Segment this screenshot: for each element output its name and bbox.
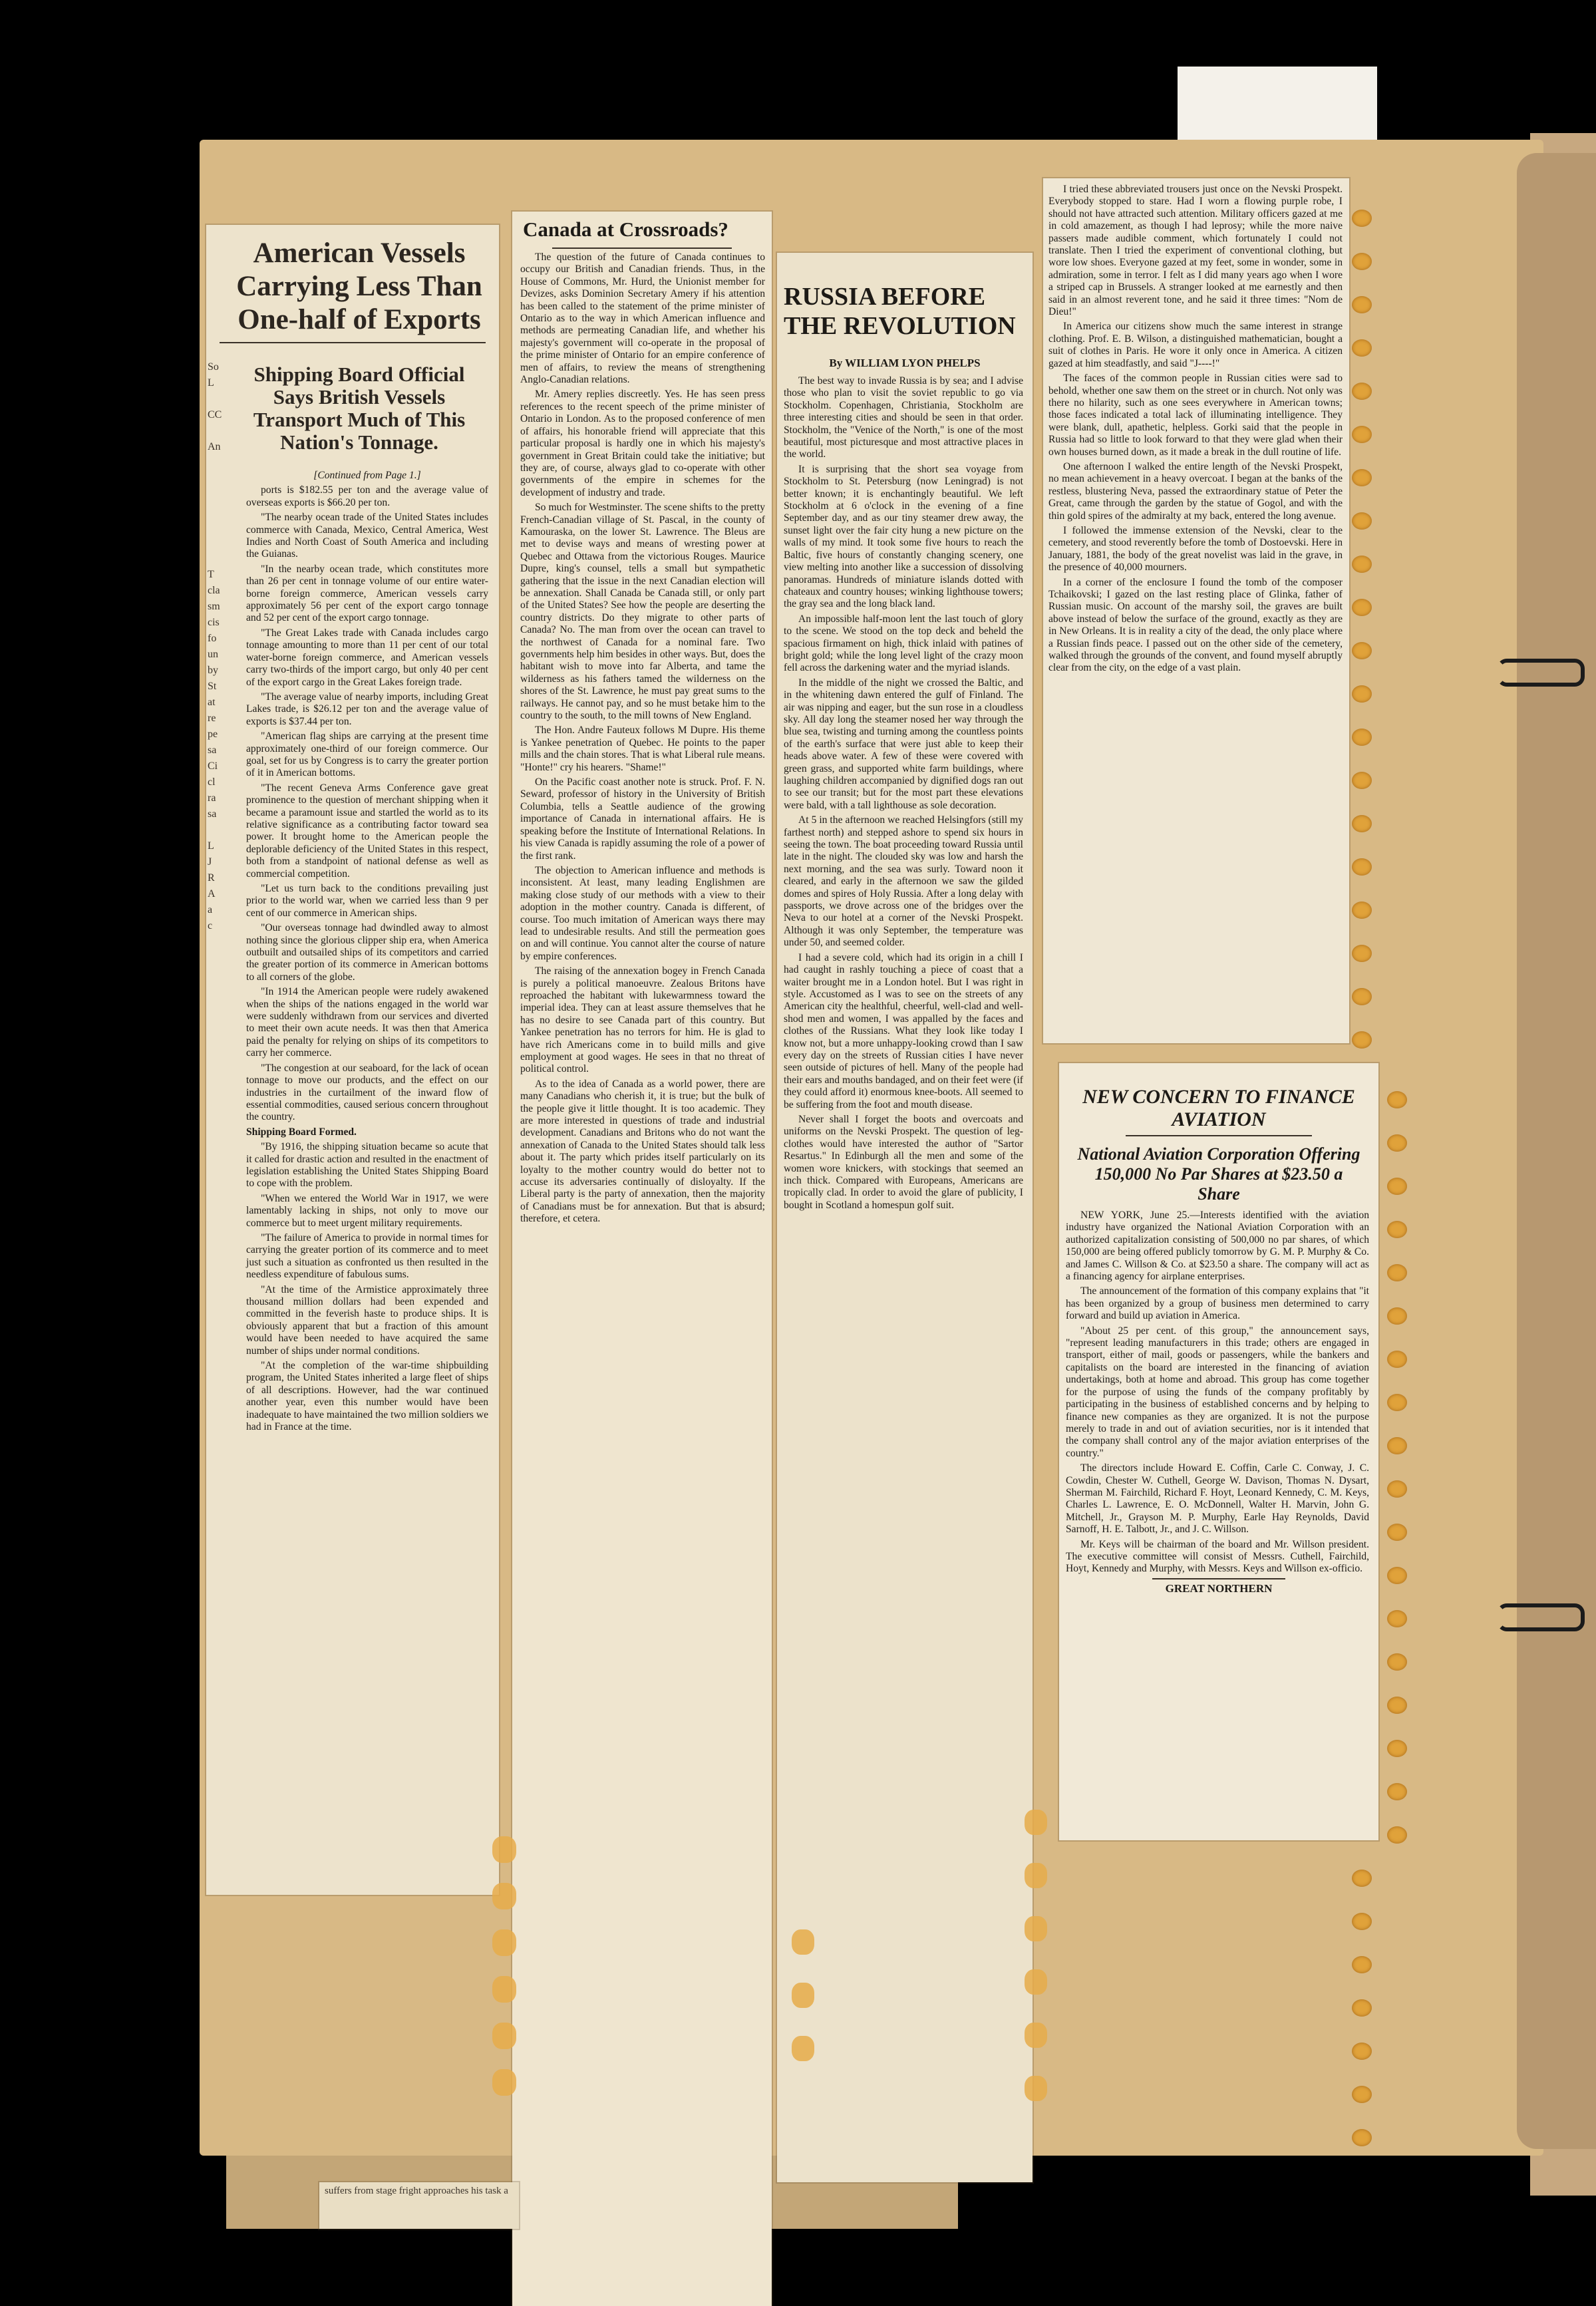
paragraph: NEW YORK, June 25.—Interests identified with the aviation industry have organized the National Aviation Corporation with an authorized capitalization consisting of 500,000 no par shares, of which 150,000 are being offered publicly tomorrow by G. M. P. Murphy & Co. and James C. Willson & Co. at $23.50 a share. The company will act as a financing agency for airplane enterprises.: [1066, 1210, 1369, 1283]
paragraph: The faces of the common people in Russian cities were sad to behold, whether one saw them on the street or in church. Not only was there no hilarity, such as one sees everywhere in American towns; those faces indicated a total lack of illuminating intelligence. They were blank, dull, apathetic, helpless. Gorki said that the people in Russia had so little to look forward to that they were glad when their own houses burned down, as it made a break in the dull routine of life.: [1048, 373, 1343, 458]
binder-hole: [1352, 685, 1372, 703]
paragraph: It is surprising that the short sea voyage from Stockholm to St. Petersburg (now Leningrad) is not better known; it is enchantingly beautiful. We left Stockholm at 6 o'clock in the evening of a fine September day, and as our tiny steamer drew away, the sunset light over the fair city hung a new picture on the walls of my mind. It took some five hours to reach the Baltic, five hours of constantly changing scenery, one view melting into another like a succession of dissolving panoramas. Hundreds of miniature islands dotted with chateaux and country houses; winking lighthouse towers; the gray sea and the long black land.: [784, 463, 1023, 610]
binder-hole: [1387, 1567, 1407, 1584]
paragraph: At 5 in the afternoon we reached Helsingfors (still my farthest north) and stepped ashore to spend six hours in seeing the town. The boat proceeding toward Russia until late in the night. The clouded sky was low and harsh the next morning, and the sea was surly. Toward noon it cleared, and early in the afternoon we saw the gilded domes and spires of Holy Russia. After a long delay with passports, we drove across one of the bridges over the Neva to our hotel at a corner of the Nevski Prospekt. Although it was only September, the temperature was under 50, and seemed colder.: [784, 814, 1023, 949]
glue-stain: [492, 1883, 516, 1909]
binder-hole: [1352, 902, 1372, 919]
binder-hole: [1387, 1264, 1407, 1281]
binder-hole: [1352, 556, 1372, 573]
binder-hole: [1352, 1999, 1372, 2017]
glue-stain: [792, 1929, 814, 1955]
clipping-canada-crossroads: [512, 212, 772, 2306]
paragraph: "Our overseas tonnage had dwindled away to almost nothing since the glorious clipper ship era, when America outbuilt and outsailed ships of its competitors and carried the greater portion of its commerce in American bottoms to all corners of the globe.: [246, 922, 488, 983]
glue-stain: [1025, 1810, 1047, 1835]
divider: [220, 342, 486, 343]
headline: NEW CONCERN TO FINANCE AVIATION: [1082, 1086, 1355, 1130]
divider: [552, 247, 732, 249]
paragraph: "In the nearby ocean trade, which constitutes more than 26 per cent in tonnage volume of our entire water-borne foreign commerce, American vessels carry approximately 56 per cent of the export cargo tonnage and 52 per cent of the export cargo tonnage.: [246, 563, 488, 624]
paragraph: One afternoon I walked the entire length of the Nevski Prospekt, no mean achievement in a heavy overcoat. I began at the banks of the restless, blustering Neva, passed the extraordinary statue of Peter the Great, came through the garden by the statue of Gogol, and with the thin gold spires of the admiralty at my back, entered the long avenue.: [1048, 460, 1343, 522]
binder-hole: [1387, 1524, 1407, 1541]
clipping-russia-continued: [1043, 178, 1349, 1043]
paragraph: As to the idea of Canada as a world power, there are many Canadians who cherish it, it is true; but the bulk of the people give it little thought. It is too academic. They are more interested in questions of trade and industrial development. Canadians and Britons who do not want the annexation of Canada to the United States should talk less about it. The party which prides itself particularly on its loyalty to the mother country would do better not to accuse its adversaries continually of disloyalty. If the Liberal party is the party of annexation, then the majority of Canadians must be for annexation. But that is absurd; therefore, et cetera.: [520, 1078, 765, 1225]
binder-hole: [1352, 512, 1372, 530]
clipping-american-vessels: [206, 225, 499, 1895]
adjacent-column-fragment: So L CC An T cla sm cis fo un by St at re pe sa Ci cl ra sa L J R A a c: [208, 361, 222, 931]
paragraph: The objection to American influence and methods is inconsistent. At least, many leading Englishmen are making close study of our methods with a view to their adoption in the mother country. Canada is different, of course. Too much imitation of American ways there may lead to undesirable results. And still the permeation goes on and will continue. You cannot alter the course of nature by empire conferences.: [520, 864, 765, 962]
clipping-russia-before-revolution: [777, 253, 1033, 2182]
headline: RUSSIA BEFORE THE REVOLUTION: [784, 283, 1016, 340]
paragraph: The directors include Howard E. Coffin, Carle C. Conway, J. C. Cowdin, Chester W. Cuthell, George W. Davison, Thomas N. Dysart, Sherman M. Fairchild, Richard F. Hoyt, Leonard Kennedy, C. M. Keys, Charles L. Lawrence, E. O. McDonnell, Walter H. Marvin, John G. Mitchell, Jr., Grayson M. P. Murphy, Earle Hay Reynolds, David Sarnoff, H. E. Talbott, Jr., and J. C. Willson.: [1066, 1462, 1369, 1536]
subheadline: Shipping Board Official Says British Vessels Transport Much of This Nation's Tonnage.: [253, 363, 466, 454]
paragraph: The question of the future of Canada continues to occupy our British and Canadian friends. Thus, in the House of Commons, Mr. Hurd, the Unionist member for Devizes, asks Dominion Secretary Amery if his attention has been called to the statement of the prime minister of Ontario as to the way in which American influence and methods are permeating Canadian life, and whether his majesty's government will co-operate in the proposal of the prime minister of Ontario for an empire conference of men of affairs, to review the means of strengthening Anglo-Canadian relations.: [520, 251, 765, 386]
page-edge-shade: [1517, 153, 1596, 2149]
binder-hole: [1352, 253, 1372, 270]
paragraph: "The nearby ocean trade of the United States includes commerce with Canada, Mexico, Central America, West Indies and North Coast of South America and including the Guianas.: [246, 512, 488, 560]
paragraph: "When we entered the World War in 1917, we were lamentably lacking in ships, not only to move our commerce but to meet urgent military requirements.: [246, 1192, 488, 1229]
binder-hole: [1352, 599, 1372, 616]
binding-cord-top: [1497, 659, 1585, 687]
byline: By WILLIAM LYON PHELPS: [829, 357, 981, 369]
binder-hole: [1387, 1826, 1407, 1844]
binder-hole: [1387, 1653, 1407, 1671]
paragraph: Mr. Amery replies discreetly. Yes. He has seen press references to the recent speech of the prime minister of Ontario in London. As to the proposed conference of men of affairs, his honorable friend will appreciate that this particular proposal is hardly one in which his majesty's government in Great Britain could take the initiative; but they are, of course, always glad to co-operate with other governments of the empire in schemes for the development of industry and trade.: [520, 389, 765, 498]
binder-hole: [1387, 1437, 1407, 1454]
binder-hole: [1387, 1134, 1407, 1152]
paragraph: "American flag ships are carrying at the present time approximately one-third of our foreign commerce. Our goal, set for us by Congress is to carry the greater portion of it in American bottoms.: [246, 731, 488, 779]
paragraph: In the middle of the night we crossed the Baltic, and in the whitening dawn entered the gulf of Finland. The air was nipping and eager, but the sun rose in a cloudless sky. All day long the steamer nosed her way through the blue sea, twisting and turning among the countless points of the earth's surface that were just able to keep their heads above water. A few of these were covered with green grass, and supported white farm buildings, where laughing children accompanied by dignified dogs ran out to see our transit; but for the most part these elevations were bald, with a tall lighthouse as sole decoration.: [784, 677, 1023, 811]
paragraph: "In 1914 the American people were rudely awakened when the ships of the nations engaged in the world war were suddenly withdrawn from our services and diverted to meet their own acute needs. It was then that America paid the penalty for relying on ships of its competitors to carry her commerce.: [246, 986, 488, 1059]
paragraph: "By 1916, the shipping situation became so acute that it called for drastic action and resulted in the enactment of legislation establishing the United States Shipping Board to cope with the problem.: [246, 1141, 488, 1190]
binder-hole: [1352, 945, 1372, 962]
binder-hole: [1387, 1394, 1407, 1411]
binder-hole: [1387, 1091, 1407, 1108]
paragraph: The raising of the annexation bogey in French Canada is purely a political manoeuvre. Zealous Britons have reproached the habitant with lukewarmness toward the imperial idea. They can at least assure themselves that he has no desire to see Canada part of this country. But Yankee penetration has no terrors for him. He is glad to have rich Americans come in to build mills and give employment at good wages. He sees in that no threat of political control.: [520, 965, 765, 1075]
paragraph: "At the time of the Armistice approximately three thousand million dollars had been expended and committed in the feverish haste to produce ships. It is obviously apparent that but a fraction of this amount would have been needed to have acquired the same number of ships under normal conditions.: [246, 1283, 488, 1357]
article-body: [520, 251, 765, 1226]
paragraph: On the Pacific coast another note is struck. Prof. F. N. Seward, professor of history in the University of British Columbia, tells a Seattle audience of the growing importance of Canada in international affairs. He is speaking before the Institute of International Relations. In his view Canada is rapidly assuming the role of a power of the first rank.: [520, 776, 765, 862]
article-body: [246, 470, 488, 1433]
glue-stain: [1025, 1863, 1047, 1888]
paragraph: So much for Westminster. The scene shifts to the pretty French-Canadian village of St. Pascal, in the county of Kamouraska, on the lower St. Lawrence. The Bleus are met to devise ways and means of wresting power at Quebec and Ottawa from the victorious Rouges. Maurice Dupre, king's counsel, tells a small but sympathetic gathering that the issue in the next Canadian election will be annexation. Shall Canada be Canada still, or only part of the United States? See how the people are deserting the country districts. Do they migrate to other parts of Canada? No. The man from over the ocean can travel to the northwest of Canada for a nominal fare. Two governments help him besides in other ways. But, does the habitant wish to move into far Alberta, and tame the wilderness as his fathers tamed the wilderness on the shores of the St. Lawrence, he must pay great sums to the railways. He cannot pay, and so he must betake him to the country to the south, to the mill towns of New England.: [520, 502, 765, 722]
binder-hole: [1387, 1178, 1407, 1195]
article-body: [1048, 184, 1343, 675]
binder-hole: [1352, 210, 1372, 227]
glue-stain: [792, 1983, 814, 2008]
glue-stain: [792, 2036, 814, 2061]
glue-stain: [492, 1836, 516, 1863]
paragraph: "The failure of America to provide in normal times for carrying the greater portion of its commerce and to meet just such a situation as confronted us then resulted in the needless expenditure of fabulous sums.: [246, 1232, 488, 1281]
section-subhead: Shipping Board Formed.: [246, 1126, 357, 1138]
paragraph: "Let us turn back to the conditions prevailing just prior to the world war, when we carried less than 9 per cent of our commerce in American ships.: [246, 883, 488, 919]
paragraph: I tried these abbreviated trousers just once on the Nevski Prospekt. Everybody stopped to stare. Had I worn a flowing purple robe, I should not have attracted such attention. Military officers gazed at me in cold amazement, as though I had leprosy; while the more naive passers made audible comment, which fortunately I could not translate. Then I tried the experiment of conventional clothing, but wore low shoes. Everyone gazed at my feet, some in wonder, some in admiration, some in terror. I felt as I did many years ago when I wore a striped cap in Brussels. A stranger looked at me earnestly and then said in an almost reverent tone, and he said it three times: "Nom de Dieu!": [1048, 184, 1343, 318]
continued-note: [Continued from Page 1.]: [313, 470, 421, 481]
paragraph: "The congestion at our seaboard, for the lack of ocean tonnage to move our products, and the effect on our industries in the curtailment of the inward flow of essential commodities, caused serious concern throughout the country.: [246, 1062, 488, 1123]
paragraph: "About 25 per cent. of this group," the announcement says, "represent leading manufacturers in this trade; others are engaged in transport, either of mail, goods or passengers, while the bankers and capitalists on the board are interested in the financing of aviation undertakings, both at home and abroad. This group has come together for the purpose of using the funds of the company profitably by participating in the business of established concerns and by helping to finance new companies as they are organized. It is not the purpose merely to trade in and out of aviation securities, nor is it intended that the company shall control any of the major aviation enterprises of the country.": [1066, 1325, 1369, 1459]
binder-hole: [1352, 1913, 1372, 1930]
clipping-fragment-bottom: [319, 2182, 519, 2229]
glue-stain: [492, 2069, 516, 2096]
paragraph: An impossible half-moon lent the last touch of glory to the scene. We stood on the top deck and beheld the spacious firmament on high, thick inlaid with patines of bright gold; while the long level light of the crazy moon fell across the darkening water and the myriad islands.: [784, 613, 1023, 674]
divider: [1152, 1578, 1285, 1579]
binder-hole: [1352, 383, 1372, 400]
binder-hole: [1352, 815, 1372, 832]
article-body: [1066, 1210, 1369, 1575]
headline: American Vessels Carrying Less Than One-half of Exports: [236, 238, 482, 335]
binder-hole: [1387, 1697, 1407, 1714]
divider: [1126, 1135, 1312, 1136]
subheadline: National Aviation Corporation Offering 150,000 No Par Shares at $23.50 a Share: [1077, 1144, 1360, 1204]
binder-hole: [1352, 988, 1372, 1005]
binder-hole: [1352, 2086, 1372, 2103]
paragraph: The best way to invade Russia is by sea; and I advise those who plan to visit the soviet republic to go via Stockholm. Copenhagen, Christiania, Stockholm are three interesting cities and should be seen in that order. Stockholm, the "Venice of the North," is one of the most beautiful, most picturesque and most attractive places in the world.: [784, 375, 1023, 460]
binder-hole: [1352, 339, 1372, 357]
binder-hole: [1352, 469, 1372, 486]
binder-hole: [1352, 2129, 1372, 2146]
paragraph: "The Great Lakes trade with Canada includes cargo tonnage amounting to more than 11 per cent of our total water-borne foreign commerce, and American vessels carry two-thirds of the import cargo, but only 40 per cent of the export cargo in the Great Lakes foreign trade.: [246, 627, 488, 688]
next-headline-fragment: GREAT NORTHERN: [1165, 1581, 1273, 1595]
article-body: [784, 375, 1023, 1212]
binder-hole: [1352, 729, 1372, 746]
binder-hole: [1387, 1480, 1407, 1498]
paragraph: The Hon. Andre Fauteux follows M Dupre. His theme is Yankee penetration of Quebec. He points to the paper mills and the chain stores. That is what Liberal rule means. "Honte!" cry his hearers. "Shame!": [520, 725, 765, 773]
paragraph: I had a severe cold, which had its origin in a chill I had caught in rashly touching a piece of coast that a waiter brought me in a London hotel. But I was right in style. Accustomed as I was to see on the streets of any American city the healthful, cheerful, well-clad and well-shod men and women, I was appalled by the faces and clothes of the Russians. What they look like today I know not, but a more unhappy-looking crowd than I saw every day on the streets of Russian cities I have never seen outside of pictures of hell. Many of the people had their ears and mouths bandaged, and on their feet were (if they could afford it) enormous knee-boots. All seemed to be suffering from the foot and mouth disease.: [784, 951, 1023, 1110]
binder-hole: [1352, 1031, 1372, 1049]
binder-hole: [1387, 1610, 1407, 1627]
paragraph: "The recent Geneva Arms Conference gave great prominence to the question of merchant shipping when it became a paramount issue and startled the world as to its relative significance as a contributing factor toward sea power. It brought home to the American people the deplorable deficiency of the United States in this respect, both from a standpoint of national defense as well as commercial competition.: [246, 782, 488, 880]
headline: Canada at Crossroads?: [523, 218, 728, 241]
paragraph: Never shall I forget the boots and overcoats and uniforms on the Nevski Prospekt. The question of leg-clothes would have interested the author of "Sartor Resartus." In Edinburgh all the men and some of the women wore knickers, with stockings that seemed an inch thick. Compared with Europeans, Americans are tropically clad. In order to avoid the glare of publicity, I bought in Scotland a homespun golf suit.: [784, 1113, 1023, 1211]
binder-hole: [1387, 1351, 1407, 1368]
binder-hole: [1387, 1221, 1407, 1238]
binder-hole: [1352, 2043, 1372, 2060]
binder-hole: [1352, 296, 1372, 313]
glue-stain: [492, 1976, 516, 2003]
binder-hole: [1352, 858, 1372, 876]
paragraph: The announcement of the formation of this company explains that "it has been organized by a group of business men determined to carry forward and build up aviation in America.: [1066, 1285, 1369, 1322]
binder-hole: [1387, 1740, 1407, 1757]
glue-stain: [1025, 1916, 1047, 1941]
glue-stain: [1025, 2023, 1047, 2048]
paragraph: "The average value of nearby imports, including Great Lakes trade, is $26.12 per ton and the average value of exports is $37.44 per ton.: [246, 691, 488, 727]
paragraph: I followed the immense extension of the Nevski, clear to the cemetery, and stood reverently before the tomb of Dostoevski. Here in January, 1881, the body of the great novelist was laid in the grave, in the presence of 40,000 mourners.: [1048, 524, 1343, 574]
binder-hole: [1352, 772, 1372, 789]
binder-hole: [1387, 1783, 1407, 1800]
glue-stain: [492, 1929, 516, 1956]
binder-hole: [1352, 642, 1372, 659]
glue-stain: [492, 2023, 516, 2049]
glue-stain: [1025, 1969, 1047, 1995]
binder-hole: [1352, 1956, 1372, 1973]
binding-cord-bottom: [1497, 1603, 1585, 1631]
paragraph: Mr. Keys will be chairman of the board and Mr. Willson president. The executive committee will consist of Messrs. Cuthell, Fairchild, Hoyt, Kennedy and Murphy, with Messrs. Keys and Willson ex-officio.: [1066, 1538, 1369, 1575]
binder-hole: [1352, 426, 1372, 443]
glue-stain: [1025, 2076, 1047, 2101]
fragment-text: suffers from stage fright approaches his task a: [325, 2186, 508, 2196]
paragraph: "At the completion of the war-time shipbuilding program, the United States inherited a large fleet of ships of all descriptions. However, had the war continued another year, even this number would have been inadequate to have maintained the two million soldiers we had in France at the time.: [246, 1360, 488, 1433]
paragraph: In a corner of the enclosure I found the tomb of the composer Tchaikovski; I gazed on the last resting place of Glinka, father of Russian music. On account of the marshy soil, the graves are built above instead of below the surface of the ground, exactly as they are in New Orleans. It is in reality a city of the dead, the only place where a Russian finds peace. I passed out on the other side of the cemetery, walked through the grounds of the convent, and found myself abruptly clear from the city, on the edge of a vast plain.: [1048, 576, 1343, 674]
binder-hole: [1352, 1870, 1372, 1887]
paragraph: ports is $182.55 per ton and the average value of overseas exports is $66.20 per ton.: [246, 484, 488, 508]
paragraph: In America our citizens show much the same interest in strange clothing. Prof. E. B. Wilson, a distinguished mathematician, bought a suit of clothes in Paris. He wore it only once in America. A citizen gazed at him steadfastly, and said "J----!": [1048, 321, 1343, 369]
clipping-finance-aviation: [1059, 1063, 1378, 1840]
binder-hole: [1387, 1307, 1407, 1325]
